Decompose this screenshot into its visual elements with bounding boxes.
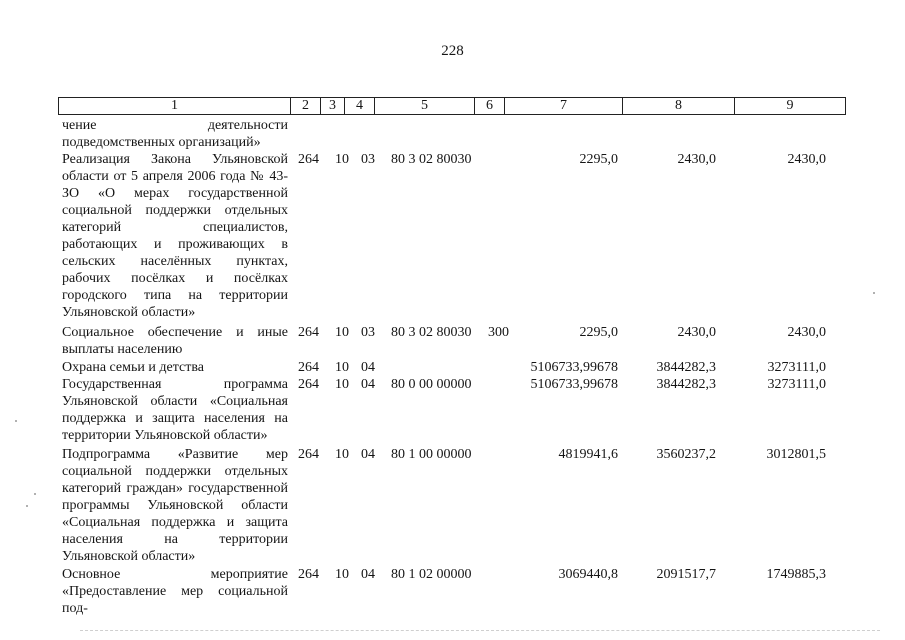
page-number: 228: [441, 43, 464, 59]
cell-ministry: 264: [298, 377, 319, 392]
cell-expense-type: 300: [488, 325, 509, 340]
row-description: Охрана семьи и детства: [62, 360, 204, 375]
header-col-4: 4: [345, 98, 375, 114]
cell-amount-col8: 3844282,3: [656, 377, 716, 392]
cell-target-article: 80 3 02 80030: [391, 325, 472, 340]
cell-amount-col7: 2295,0: [579, 325, 618, 340]
row-description: Реализация Закона Ульяновской области от 5 апреля 2006 года № 43-ЗО «О мерах государственной социальной поддержки отдельных категорий специалистов, работающих и проживающих в сельских населённых пунктах, рабочих посёлках и посёлках городского типа на территории Ульяновской области»: [62, 152, 288, 320]
cell-amount-col7: 2295,0: [579, 152, 618, 167]
row-description: Подпрограмма «Развитие мер социальной поддержки отдельных категорий граждан» государственной программы Ульяновской области «Социальная поддержка и защита населения на территории Ульяновской области»: [62, 447, 288, 564]
scan-speck: [26, 505, 28, 507]
cell-ministry: 264: [298, 325, 319, 340]
cell-target-article: 80 3 02 80030: [391, 152, 472, 167]
cell-amount-col7: 5106733,99678: [530, 377, 618, 392]
cell-ministry: 264: [298, 152, 319, 167]
cell-section: 10: [335, 360, 349, 375]
header-col-9: 9: [786, 98, 794, 113]
cell-subsection: 04: [361, 447, 375, 462]
cell-subsection: 04: [361, 377, 375, 392]
header-col-1: 1: [59, 98, 291, 114]
cell-amount-col9: 3273111,0: [767, 377, 826, 392]
cell-ministry: 264: [298, 447, 319, 462]
cell-section: 10: [335, 152, 349, 167]
cell-ministry: 264: [298, 567, 319, 582]
scan-artifact-rule: [80, 630, 880, 632]
cell-subsection: 04: [361, 360, 375, 375]
scan-speck: [34, 493, 36, 495]
header-col-3: 3: [321, 98, 345, 114]
scan-speck: [873, 292, 875, 294]
cell-amount-col8: 3560237,2: [656, 447, 716, 462]
table-header: [58, 97, 846, 115]
cell-amount-col8: 2430,0: [677, 152, 716, 167]
cell-target-article: 80 0 00 00000: [391, 377, 472, 392]
cell-subsection: 04: [361, 567, 375, 582]
cell-ministry: 264: [298, 360, 319, 375]
cell-amount-col9: 2430,0: [787, 152, 826, 167]
cell-section: 10: [335, 567, 349, 582]
row-description: Государственная программа Ульяновской области «Социальная поддержка и защита населения на территории Ульяновской области»: [62, 377, 288, 443]
cell-amount-col9: 1749885,3: [766, 567, 826, 582]
cell-target-article: 80 1 00 00000: [391, 447, 472, 462]
cell-amount-col8: 3844282,3: [656, 360, 716, 375]
cell-amount-col8: 2430,0: [677, 325, 716, 340]
row-description: Основное мероприятие «Предоставление мер социальной под-: [62, 567, 288, 616]
header-col-5: 5: [375, 98, 475, 114]
header-col-7: 7: [505, 98, 623, 114]
row-description: Социальное обеспечение и иные выплаты населению: [62, 325, 288, 357]
cell-section: 10: [335, 377, 349, 392]
cell-subsection: 03: [361, 152, 375, 167]
header-col-8: 8: [623, 98, 735, 114]
cell-subsection: 03: [361, 325, 375, 340]
cell-target-article: 80 1 02 00000: [391, 567, 472, 582]
cell-section: 10: [335, 447, 349, 462]
header-col-6: 6: [475, 98, 505, 114]
cell-amount-col7: 3069440,8: [558, 567, 618, 582]
cell-amount-col9: 2430,0: [787, 325, 826, 340]
row-description: чение деятельности подведомственных организаций»: [62, 118, 288, 150]
header-col-2: 2: [291, 98, 321, 114]
cell-amount-col9: 3273111,0: [767, 360, 826, 375]
cell-amount-col8: 2091517,7: [656, 567, 716, 582]
cell-section: 10: [335, 325, 349, 340]
scan-speck: [15, 420, 17, 422]
cell-amount-col7: 4819941,6: [558, 447, 618, 462]
cell-amount-col9: 3012801,5: [766, 447, 826, 462]
cell-amount-col7: 5106733,99678: [530, 360, 618, 375]
